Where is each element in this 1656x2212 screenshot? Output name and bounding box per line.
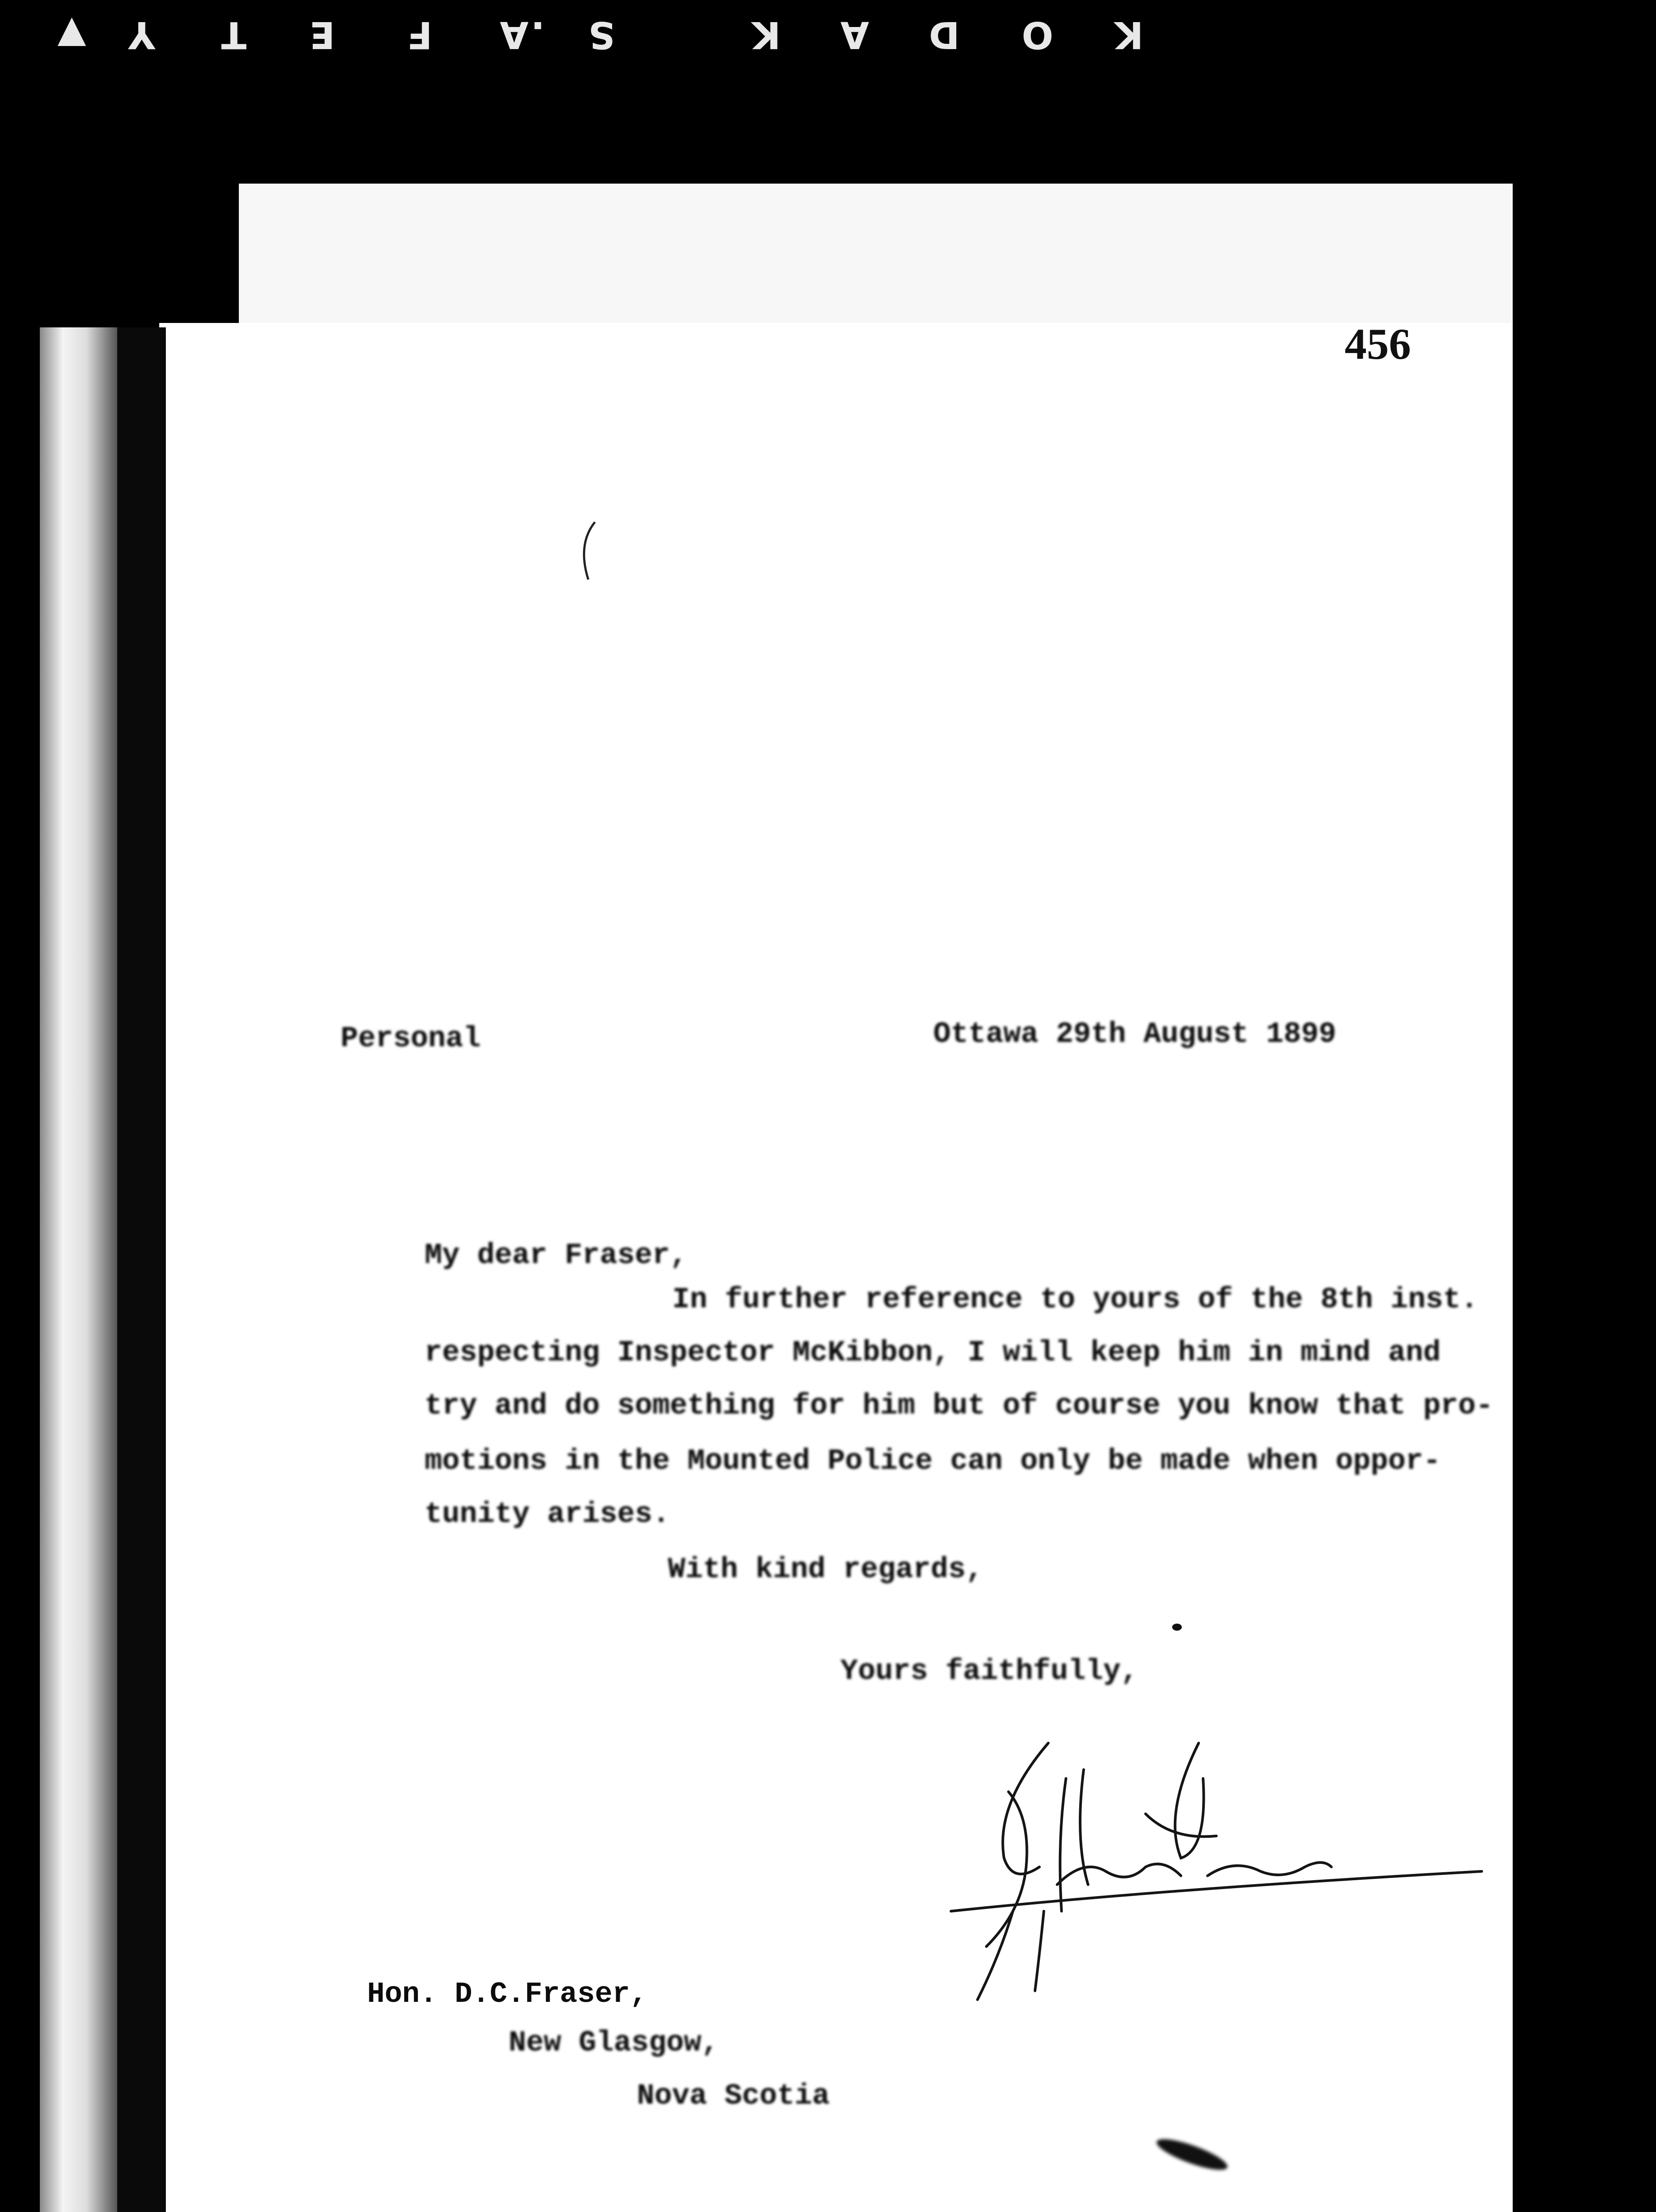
pencil-mark: [575, 518, 602, 584]
frame-number: 456: [1345, 319, 1411, 369]
film-letter: D: [929, 13, 960, 57]
body-line: motions in the Mounted Police can only be made when oppor-: [425, 1444, 1441, 1478]
spine-shadow: [117, 327, 166, 2212]
film-letter: O: [1022, 13, 1054, 57]
body-line: try and do something for him but of course you know that pro-: [425, 1389, 1493, 1422]
film-letter: F: [407, 13, 433, 57]
film-edge-label: [0, 0, 1656, 88]
addressee-line: Hon. D.C.Fraser,: [367, 1978, 648, 2011]
addressee-line: Nova Scotia: [637, 2079, 830, 2112]
film-letter: T: [221, 13, 247, 57]
film-letter: Y: [128, 13, 155, 57]
regards: With kind regards,: [668, 1553, 983, 1586]
film-letter: .: [531, 13, 545, 57]
salutation: My dear Fraser,: [425, 1239, 688, 1272]
closing: Yours faithfully,: [840, 1655, 1138, 1688]
film-letter: K: [1115, 13, 1144, 57]
film-letter: A: [500, 13, 529, 57]
addressee-line: New Glasgow,: [509, 2026, 719, 2059]
ink-speck: [1172, 1624, 1182, 1631]
film-letter: S: [588, 13, 615, 57]
book-spine: [40, 327, 117, 2212]
film-letter: K: [752, 13, 781, 57]
body-line: In further reference to yours of the 8th inst.: [672, 1283, 1478, 1316]
film-letter: ▼: [58, 13, 86, 57]
body-line: respecting Inspector McKibbon, I will keep him in mind and: [425, 1336, 1441, 1369]
film-letter: E: [310, 13, 335, 57]
signature: [898, 1725, 1517, 2079]
film-letter: A: [840, 13, 870, 57]
personal-marking: Personal: [341, 1022, 481, 1055]
dateline: Ottawa 29th August 1899: [933, 1018, 1336, 1051]
body-line: tunity arises.: [425, 1498, 670, 1531]
